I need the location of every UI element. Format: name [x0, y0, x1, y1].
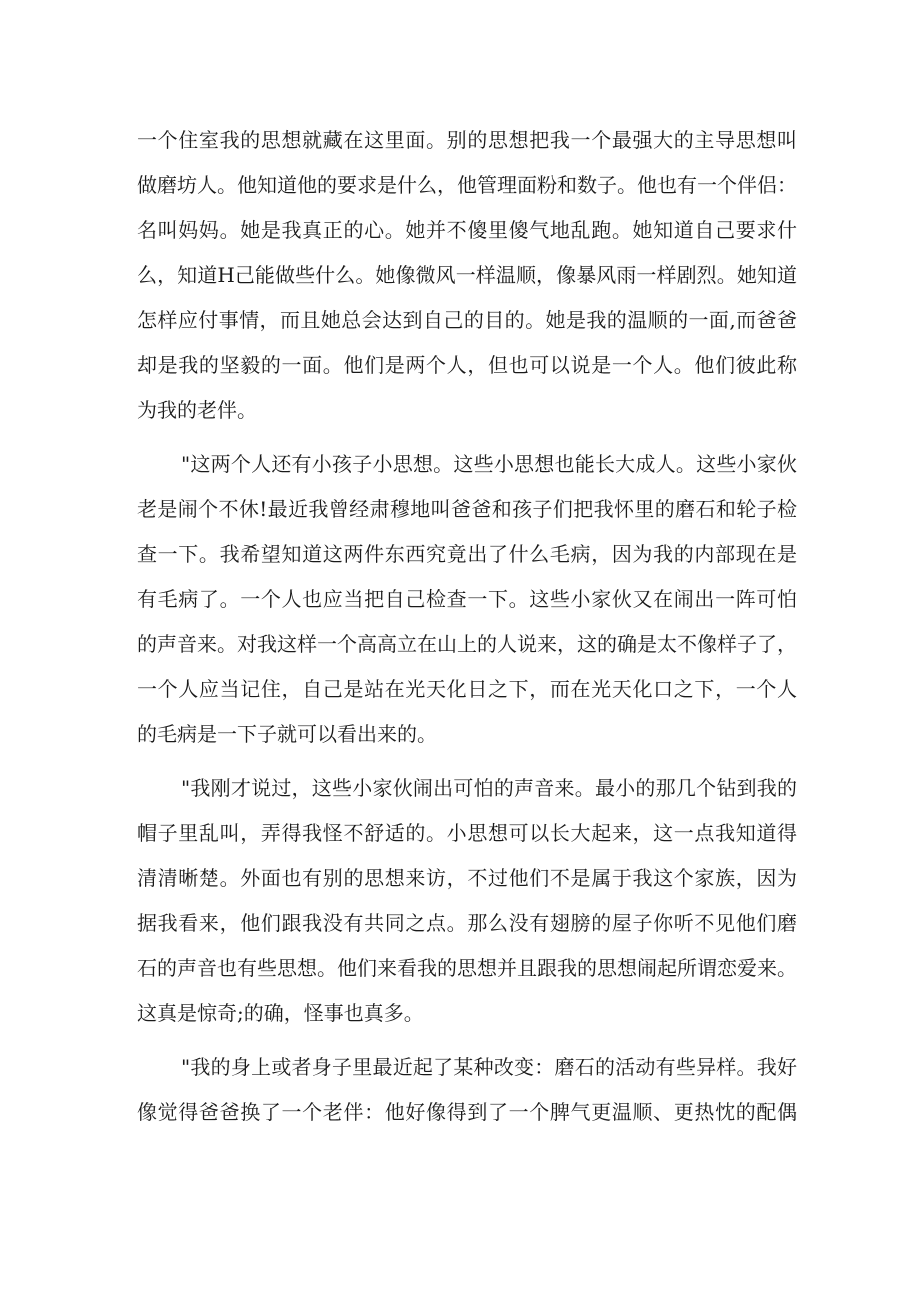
- text-line: 据我看来，他们跟我没有共同之点。那么没有翅膀的屋子你听不见他们磨: [137, 911, 797, 935]
- text-line: 一个人应当记住，自己是站在光天化日之下，而在光天化口之下，一个人: [137, 677, 797, 701]
- paragraph-3: [137, 766, 797, 1036]
- text-line: "这两个人还有小孩子小思想。这些小思想也能长大成人。这些小家伙: [181, 452, 797, 476]
- text-line: 为我的老伴。: [137, 398, 257, 422]
- text-line: 石的声音也有些思想。他们来看我的思想并且跟我的思想闹起所谓恋爱来。: [137, 956, 797, 980]
- text-line: 查一下。我希望知道这两件东西究竟出了什么毛病，因为我的内部现在是: [137, 542, 797, 566]
- text-line: 有毛病了。一个人也应当把自己检查一下。这些小家伙又在闹出一阵可怕: [137, 587, 797, 611]
- text-line: 么，知道H己能做些什么。她像微风一样温顺，像暴风雨一样剧烈。她知道: [137, 263, 797, 287]
- text-line: "我刚才说过，这些小家伙闹出可怕的声音来。最小的那几个钻到我的: [181, 776, 797, 800]
- paragraph-2: [137, 442, 797, 757]
- paragraph-4: [137, 1045, 797, 1135]
- text-line: 像觉得爸爸换了一个老伴：他好像得到了一个脾气更温顺、更热忱的配偶: [137, 1100, 797, 1124]
- text-line: 的声音来。对我这样一个高高立在山上的人说来，这的确是太不像样子了，: [137, 632, 797, 656]
- text-line: 一个住室我的思想就藏在这里面。别的思想把我一个最强大的主导思想叫: [137, 128, 797, 152]
- text-line: 帽子里乱叫，弄得我怪不舒适的。小思想可以长大起来，这一点我知道得: [137, 821, 797, 845]
- body-text: [137, 118, 797, 1144]
- text-line: 清清晰楚。外面也有别的思想来访，不过他们不是属于我这个家族，因为: [137, 866, 797, 890]
- text-line: 做磨坊人。他知道他的要求是什么，他管理面粉和数子。他也有一个伴侣：: [137, 173, 797, 197]
- text-line: 这真是惊奇;的确，怪事也真多。: [137, 1001, 424, 1025]
- text-line: 的毛病是一下子就可以看出来的。: [137, 722, 437, 746]
- text-line: 名叫妈妈。她是我真正的心。她并不傻里傻气地乱跑。她知道自己要求什: [137, 218, 797, 242]
- text-line: 老是闹个不休!最近我曾经肃穆地叫爸爸和孩子们把我怀里的磨石和轮子检: [137, 497, 797, 521]
- text-line: 怎样应付事情，而且她总会达到自己的目的。她是我的温顺的一面,而爸爸: [137, 308, 797, 332]
- paragraph-1: [137, 118, 797, 433]
- text-line: "我的身上或者身子里最近起了某种改变：磨石的活动有些异样。我好: [181, 1055, 797, 1079]
- text-line: 却是我的坚毅的一面。他们是两个人，但也可以说是一个人。他们彼此称: [137, 353, 797, 377]
